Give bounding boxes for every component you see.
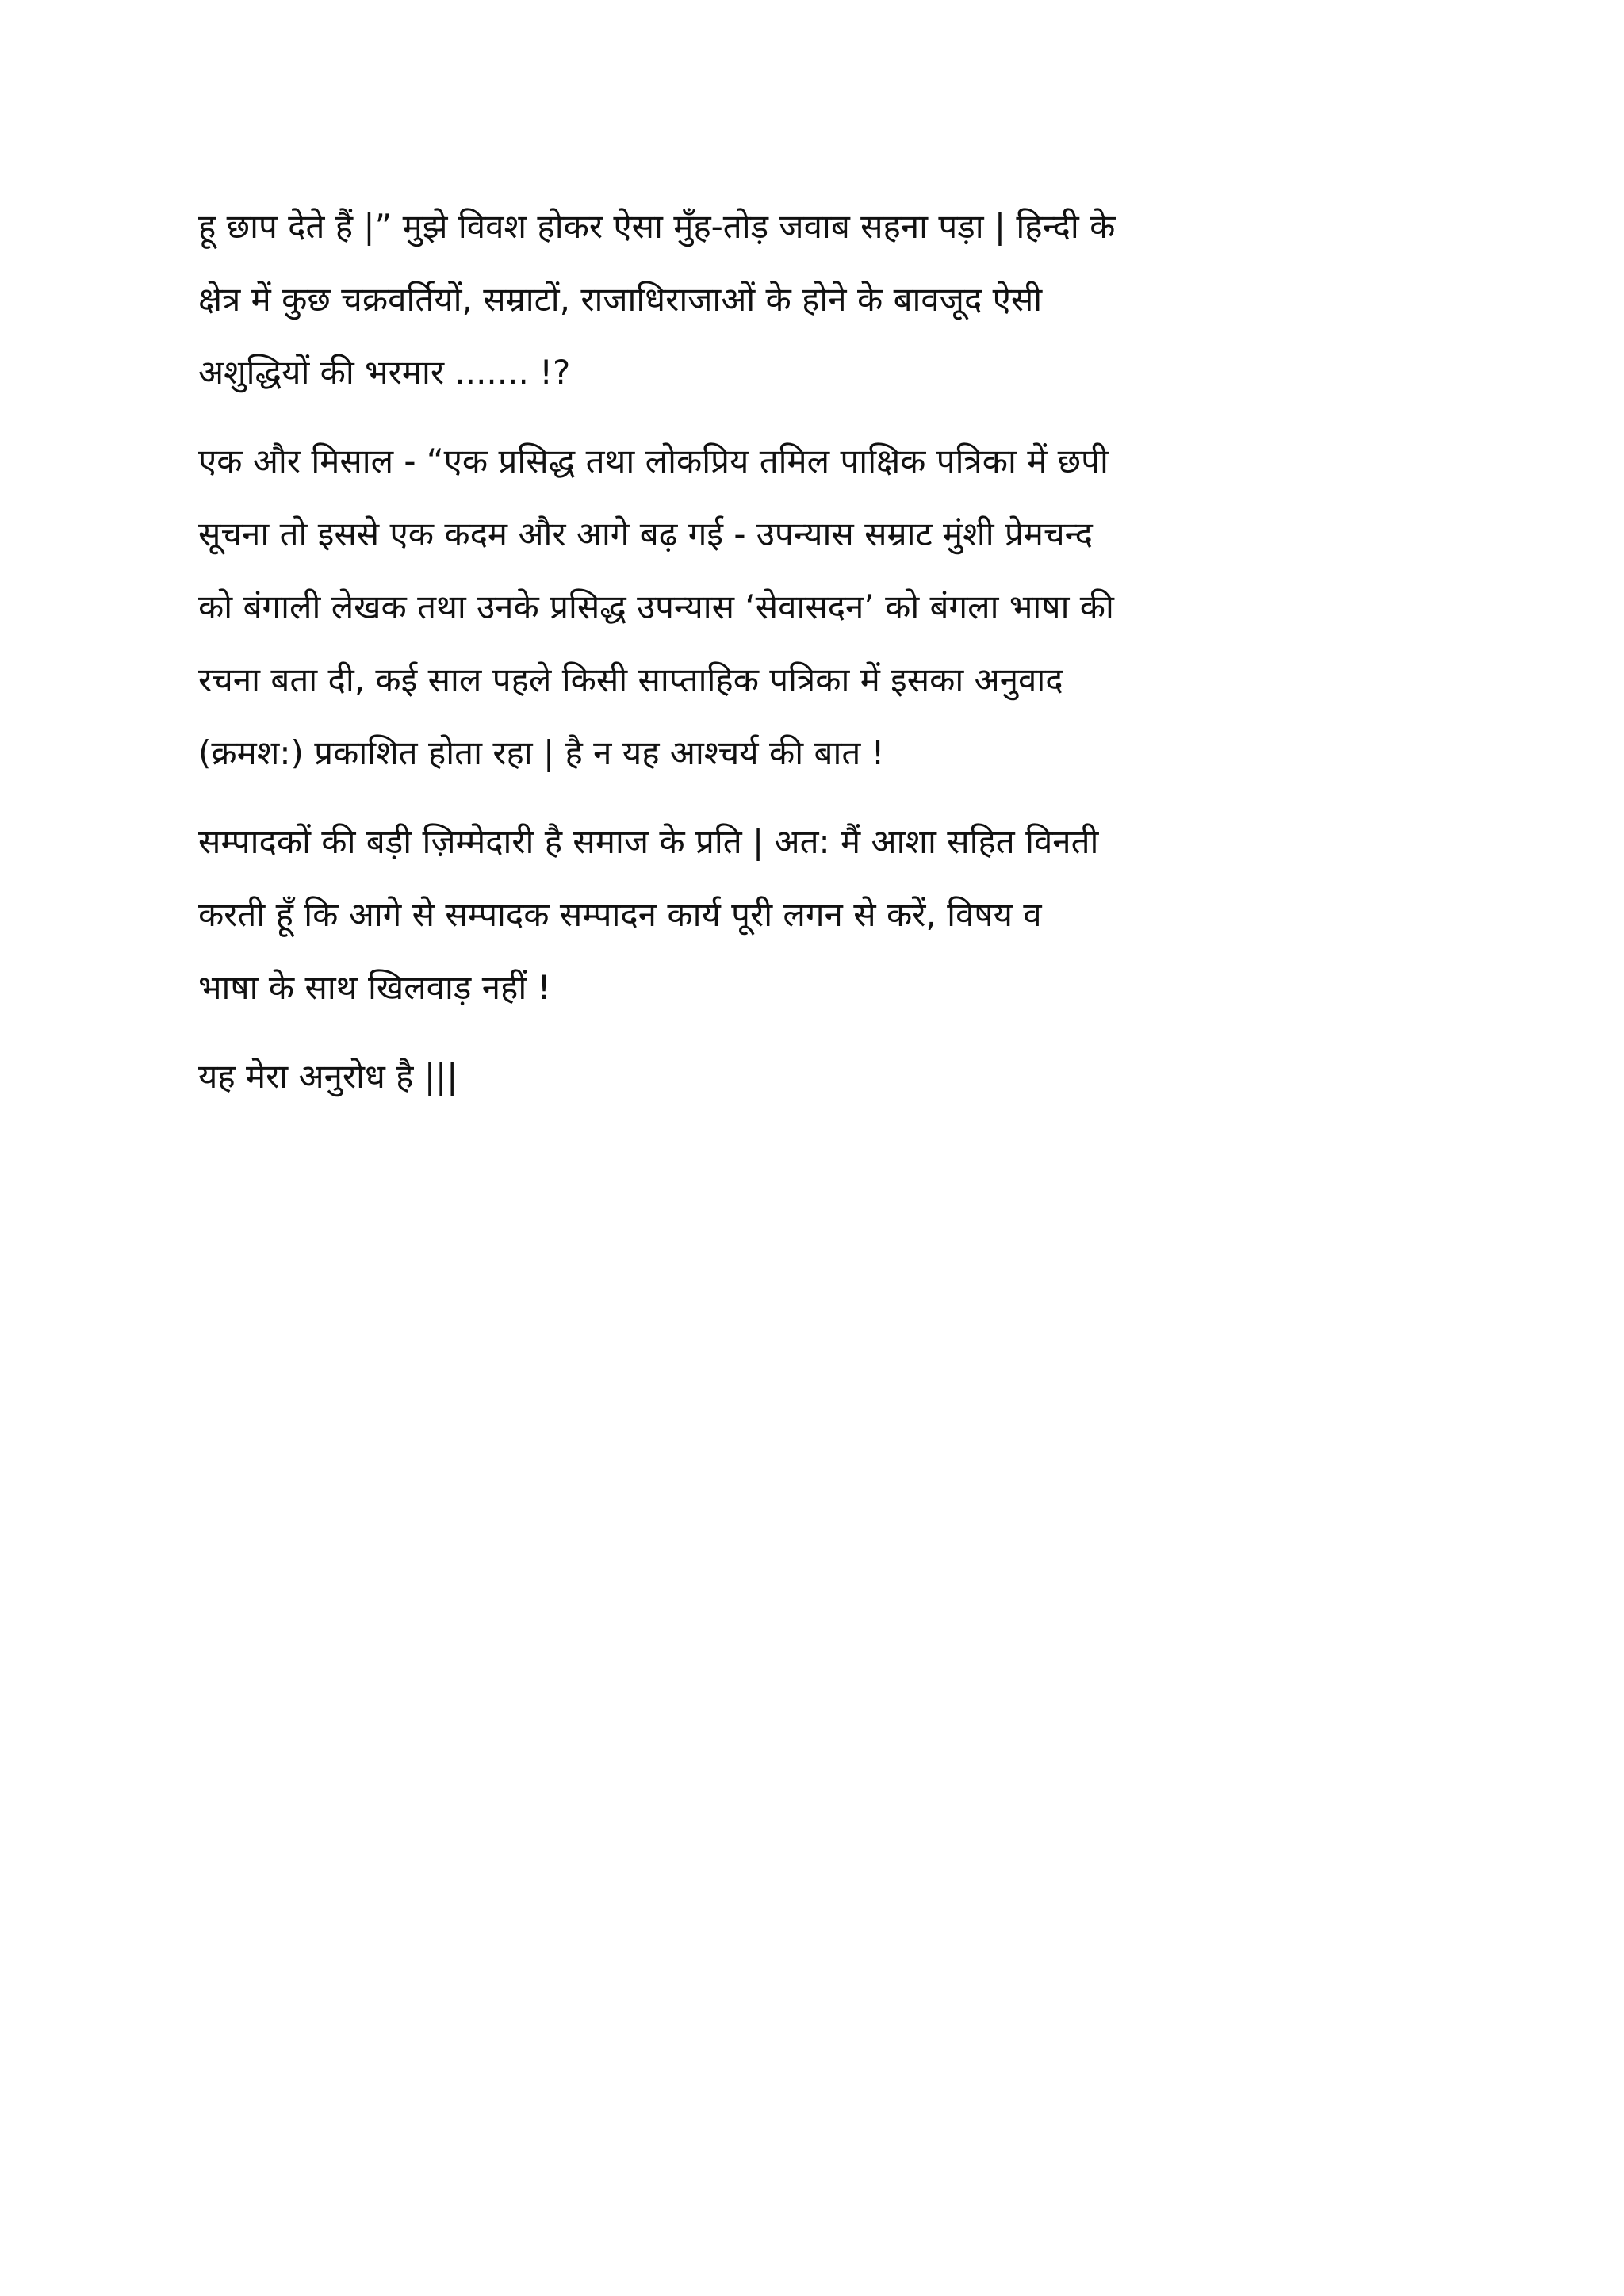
document-body <box>198 190 1435 1129</box>
text-line: यह मेरा अनुरोध है ||| <box>198 1057 458 1096</box>
paragraph-1 <box>198 190 1435 409</box>
text-line: रचना बता दी, कई साल पहले किसी साप्ताहिक पत्रिका में इसका अनुवाद <box>198 660 1063 699</box>
text-line: अशुद्धियों की भरमार ....... !? <box>198 353 571 392</box>
paragraph-4 <box>198 1040 1435 1113</box>
text-line: को बंगाली लेखक तथा उनके प्रसिद्ध उपन्यास ‘सेवासदन’ को बंगला भाषा की <box>198 587 1114 626</box>
text-line: हू छाप देते हैं |” मुझे विवश होकर ऐसा मुँह-तोड़ जवाब सहना पड़ा | हिन्दी के <box>198 207 1116 246</box>
text-line: क्षेत्र में कुछ चक्रवर्तियों, सम्राटों, राजाधिराजाओं के होने के बावजूद ऐसी <box>198 280 1043 319</box>
paragraph-2 <box>198 425 1435 790</box>
text-line: सूचना तो इससे एक कदम और आगे बढ़ गई - उपन्यास सम्राट मुंशी प्रेमचन्द <box>198 515 1093 553</box>
text-line: (क्रमश:) प्रकाशित होता रहा | है न यह आश्चर्य की बात ! <box>198 733 885 772</box>
text-line: करती हूँ कि आगे से सम्पादक सम्पादन कार्य पूरी लगन से करें, विषय व <box>198 895 1042 934</box>
text-line: एक और मिसाल - “एक प्रसिद्ध तथा लोकप्रिय तमिल पाक्षिक पत्रिका में छपी <box>198 442 1109 480</box>
text-line: सम्पादकों की बड़ी ज़िम्मेदारी है समाज के प्रति | अत: मैं आशा सहित विनती <box>198 822 1099 861</box>
text-line: भाषा के साथ खिलवाड़ नहीं ! <box>198 968 551 1007</box>
paragraph-3 <box>198 806 1435 1024</box>
